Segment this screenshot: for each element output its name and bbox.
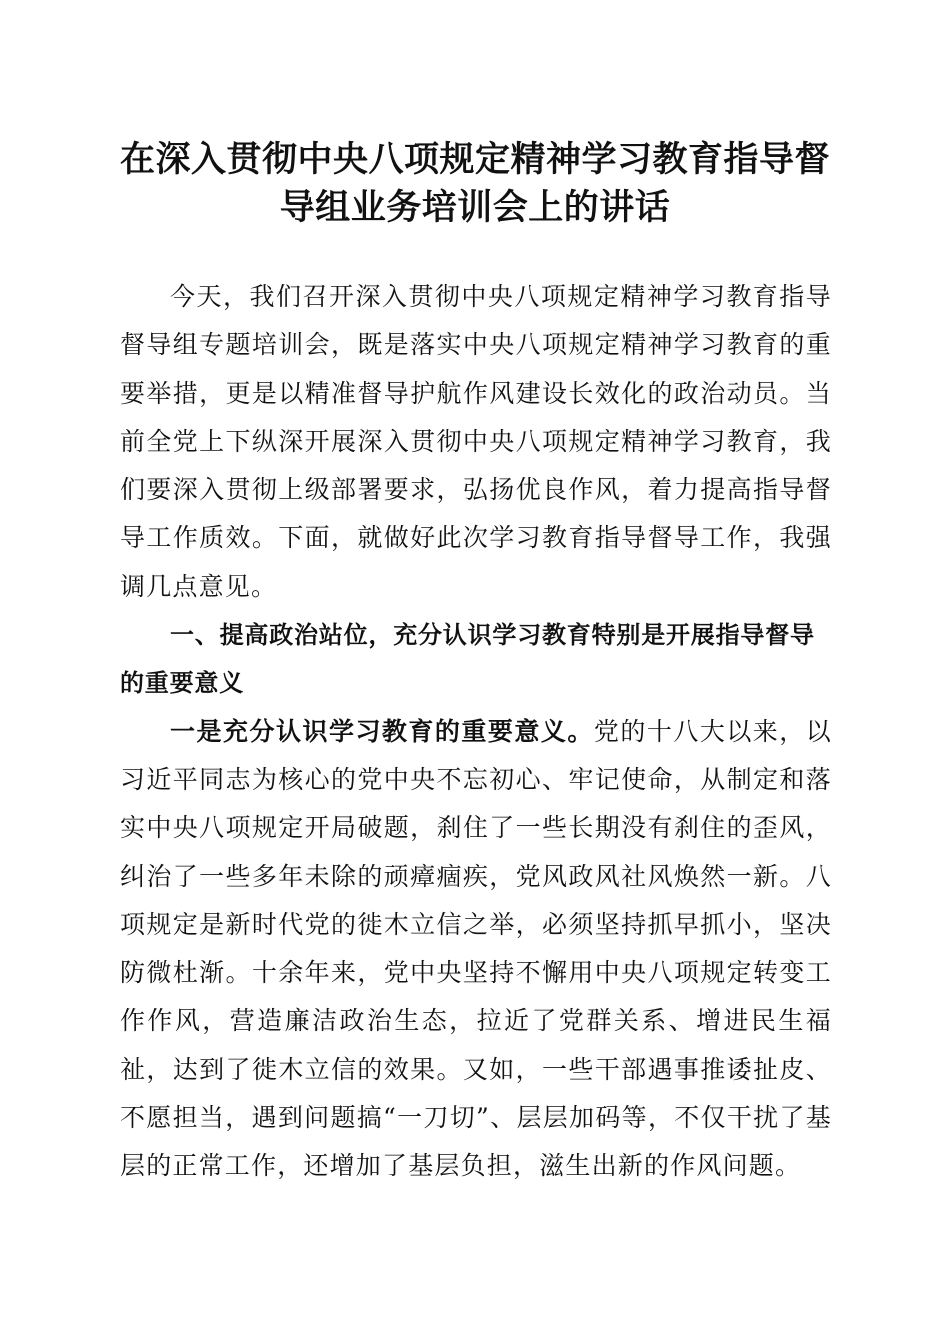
document-body	[120, 273, 832, 1191]
point-1-paragraph	[120, 708, 832, 1191]
document-title: 在深入贯彻中央八项规定精神学习教育指导督导组业务培训会上的讲话	[119, 139, 830, 228]
point-1-body: 党的十八大以来，以习近平同志为核心的党中央不忘初心、牢记使命，从制定和落实中央八项规定开局破题，刹住了一些长期没有刹住的歪风，纠治了一些多年未除的顽瘴痼疾，党风政风社风焕然一新。八项规定是新时代党的徙木立信之举，必须坚持抓早抓小，坚决防微杜渐。十余年来，党中央坚持不懈用中央八项规定转变工作作风，营造廉洁政治生态，拉近了党群关系、增进民生福祉，达到了徙木立信的效果。又如，一些干部遇事推诿扯皮、不愿担当，遇到问题搞“一刀切”、层层加码等，不仅干扰了基层的正常工作，还增加了基层负担，滋生出新的作风问题。	[120, 716, 832, 1181]
point-1-lead: 一是充分认识学习教育的重要意义。	[170, 716, 594, 746]
intro-paragraph: 今天，我们召开深入贯彻中央八项规定精神学习教育指导督导组专题培训会，既是落实中央八项规定精神学习教育的重要举措，更是以精准督导护航作风建设长效化的政治动员。当前全党上下纵深开展深入贯彻中央八项规定精神学习教育，我们要深入贯彻上级部署要求，弘扬优良作风，着力提高指导督导工作质效。下面，就做好此次学习教育指导督导工作，我强调几点意见。	[120, 282, 832, 601]
section-heading-1: 一、提高政治站位，充分认识学习教育特别是开展指导督导的重要意义	[120, 621, 815, 698]
